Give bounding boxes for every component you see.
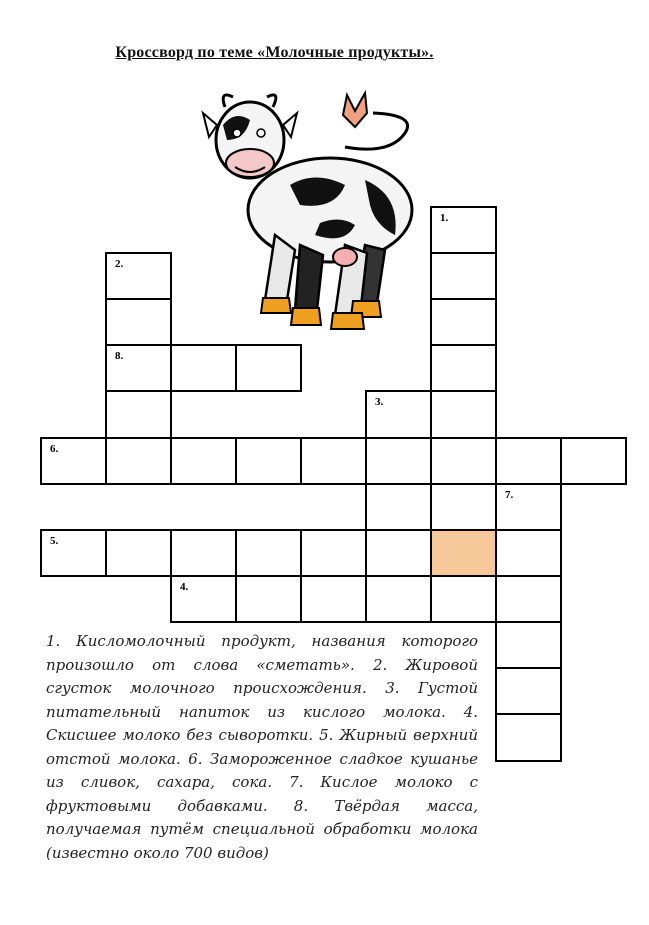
- crossword-cell[interactable]: [235, 529, 302, 577]
- crossword-cell[interactable]: [105, 252, 172, 300]
- crossword-cell[interactable]: [365, 390, 432, 439]
- clue-number: 7.: [505, 489, 514, 501]
- crossword-cell[interactable]: [495, 713, 562, 762]
- crossword-cell[interactable]: [495, 529, 562, 577]
- crossword-cell[interactable]: [495, 483, 562, 531]
- crossword-cell[interactable]: [495, 621, 562, 669]
- crossword-cell[interactable]: [300, 529, 367, 577]
- crossword-cell[interactable]: [430, 390, 497, 439]
- page-title: Кроссворд по теме «Молочные продукты».: [115, 44, 434, 61]
- crossword-cell[interactable]: [170, 344, 237, 392]
- crossword-cell[interactable]: [430, 298, 497, 346]
- crossword-cell[interactable]: [170, 575, 237, 623]
- crossword-cell[interactable]: [105, 529, 172, 577]
- crossword-cell[interactable]: [235, 344, 302, 392]
- clue-number: 4.: [180, 581, 189, 593]
- clue-number: 2.: [115, 258, 124, 270]
- crossword-cell[interactable]: [365, 529, 432, 577]
- crossword-cell[interactable]: [40, 529, 107, 577]
- crossword-cell[interactable]: [430, 206, 497, 254]
- crossword-cell[interactable]: [105, 390, 172, 439]
- crossword-cell[interactable]: [430, 252, 497, 300]
- clue-number: 5.: [50, 535, 59, 547]
- crossword-cell[interactable]: [105, 437, 172, 485]
- crossword-cell[interactable]: [105, 298, 172, 346]
- crossword-cell[interactable]: [300, 575, 367, 623]
- crossword-cell[interactable]: [560, 437, 627, 485]
- crossword-cell[interactable]: [495, 667, 562, 715]
- crossword-cell[interactable]: [40, 437, 107, 485]
- crossword-cell[interactable]: [300, 437, 367, 485]
- crossword-cell[interactable]: [430, 437, 497, 485]
- crossword-cell[interactable]: [365, 575, 432, 623]
- cow-icon: [195, 85, 430, 335]
- clue-number: 1.: [440, 212, 449, 224]
- crossword-cell[interactable]: [495, 437, 562, 485]
- clue-number: 8.: [115, 350, 124, 362]
- crossword-cell[interactable]: [365, 437, 432, 485]
- crossword-cell[interactable]: [430, 575, 497, 623]
- clue-number: 6.: [50, 443, 59, 455]
- crossword-cell[interactable]: [235, 575, 302, 623]
- crossword-cell[interactable]: [365, 483, 432, 531]
- crossword-cell[interactable]: [235, 437, 302, 485]
- crossword-cell[interactable]: [430, 344, 497, 392]
- crossword-cell[interactable]: [430, 483, 497, 531]
- crossword-cell[interactable]: [170, 437, 237, 485]
- crossword-cell[interactable]: [170, 529, 237, 577]
- crossword-cell[interactable]: [495, 575, 562, 623]
- crossword-cell-highlighted[interactable]: [430, 529, 497, 577]
- crossword-cell[interactable]: [105, 344, 172, 392]
- clue-number: 3.: [375, 396, 384, 408]
- clues-text: 1. Кисломолочный продукт, названия которого произошло от слова «сметать». 2. Жировой сгусток молочного происхождения. 3. Густой питательный напиток из кислого молока. 4. Скисшее молоко без сыворотки. 5. Жирный верхний отстой молока. 6. Замороженное сладкое кушанье из сливок, сахара, сока. 7. Кислое молоко с фруктовыми добавками. 8. Твёрдая масса, получаемая путём специальной обработки молока (известно около 700 видов): [46, 632, 478, 862]
